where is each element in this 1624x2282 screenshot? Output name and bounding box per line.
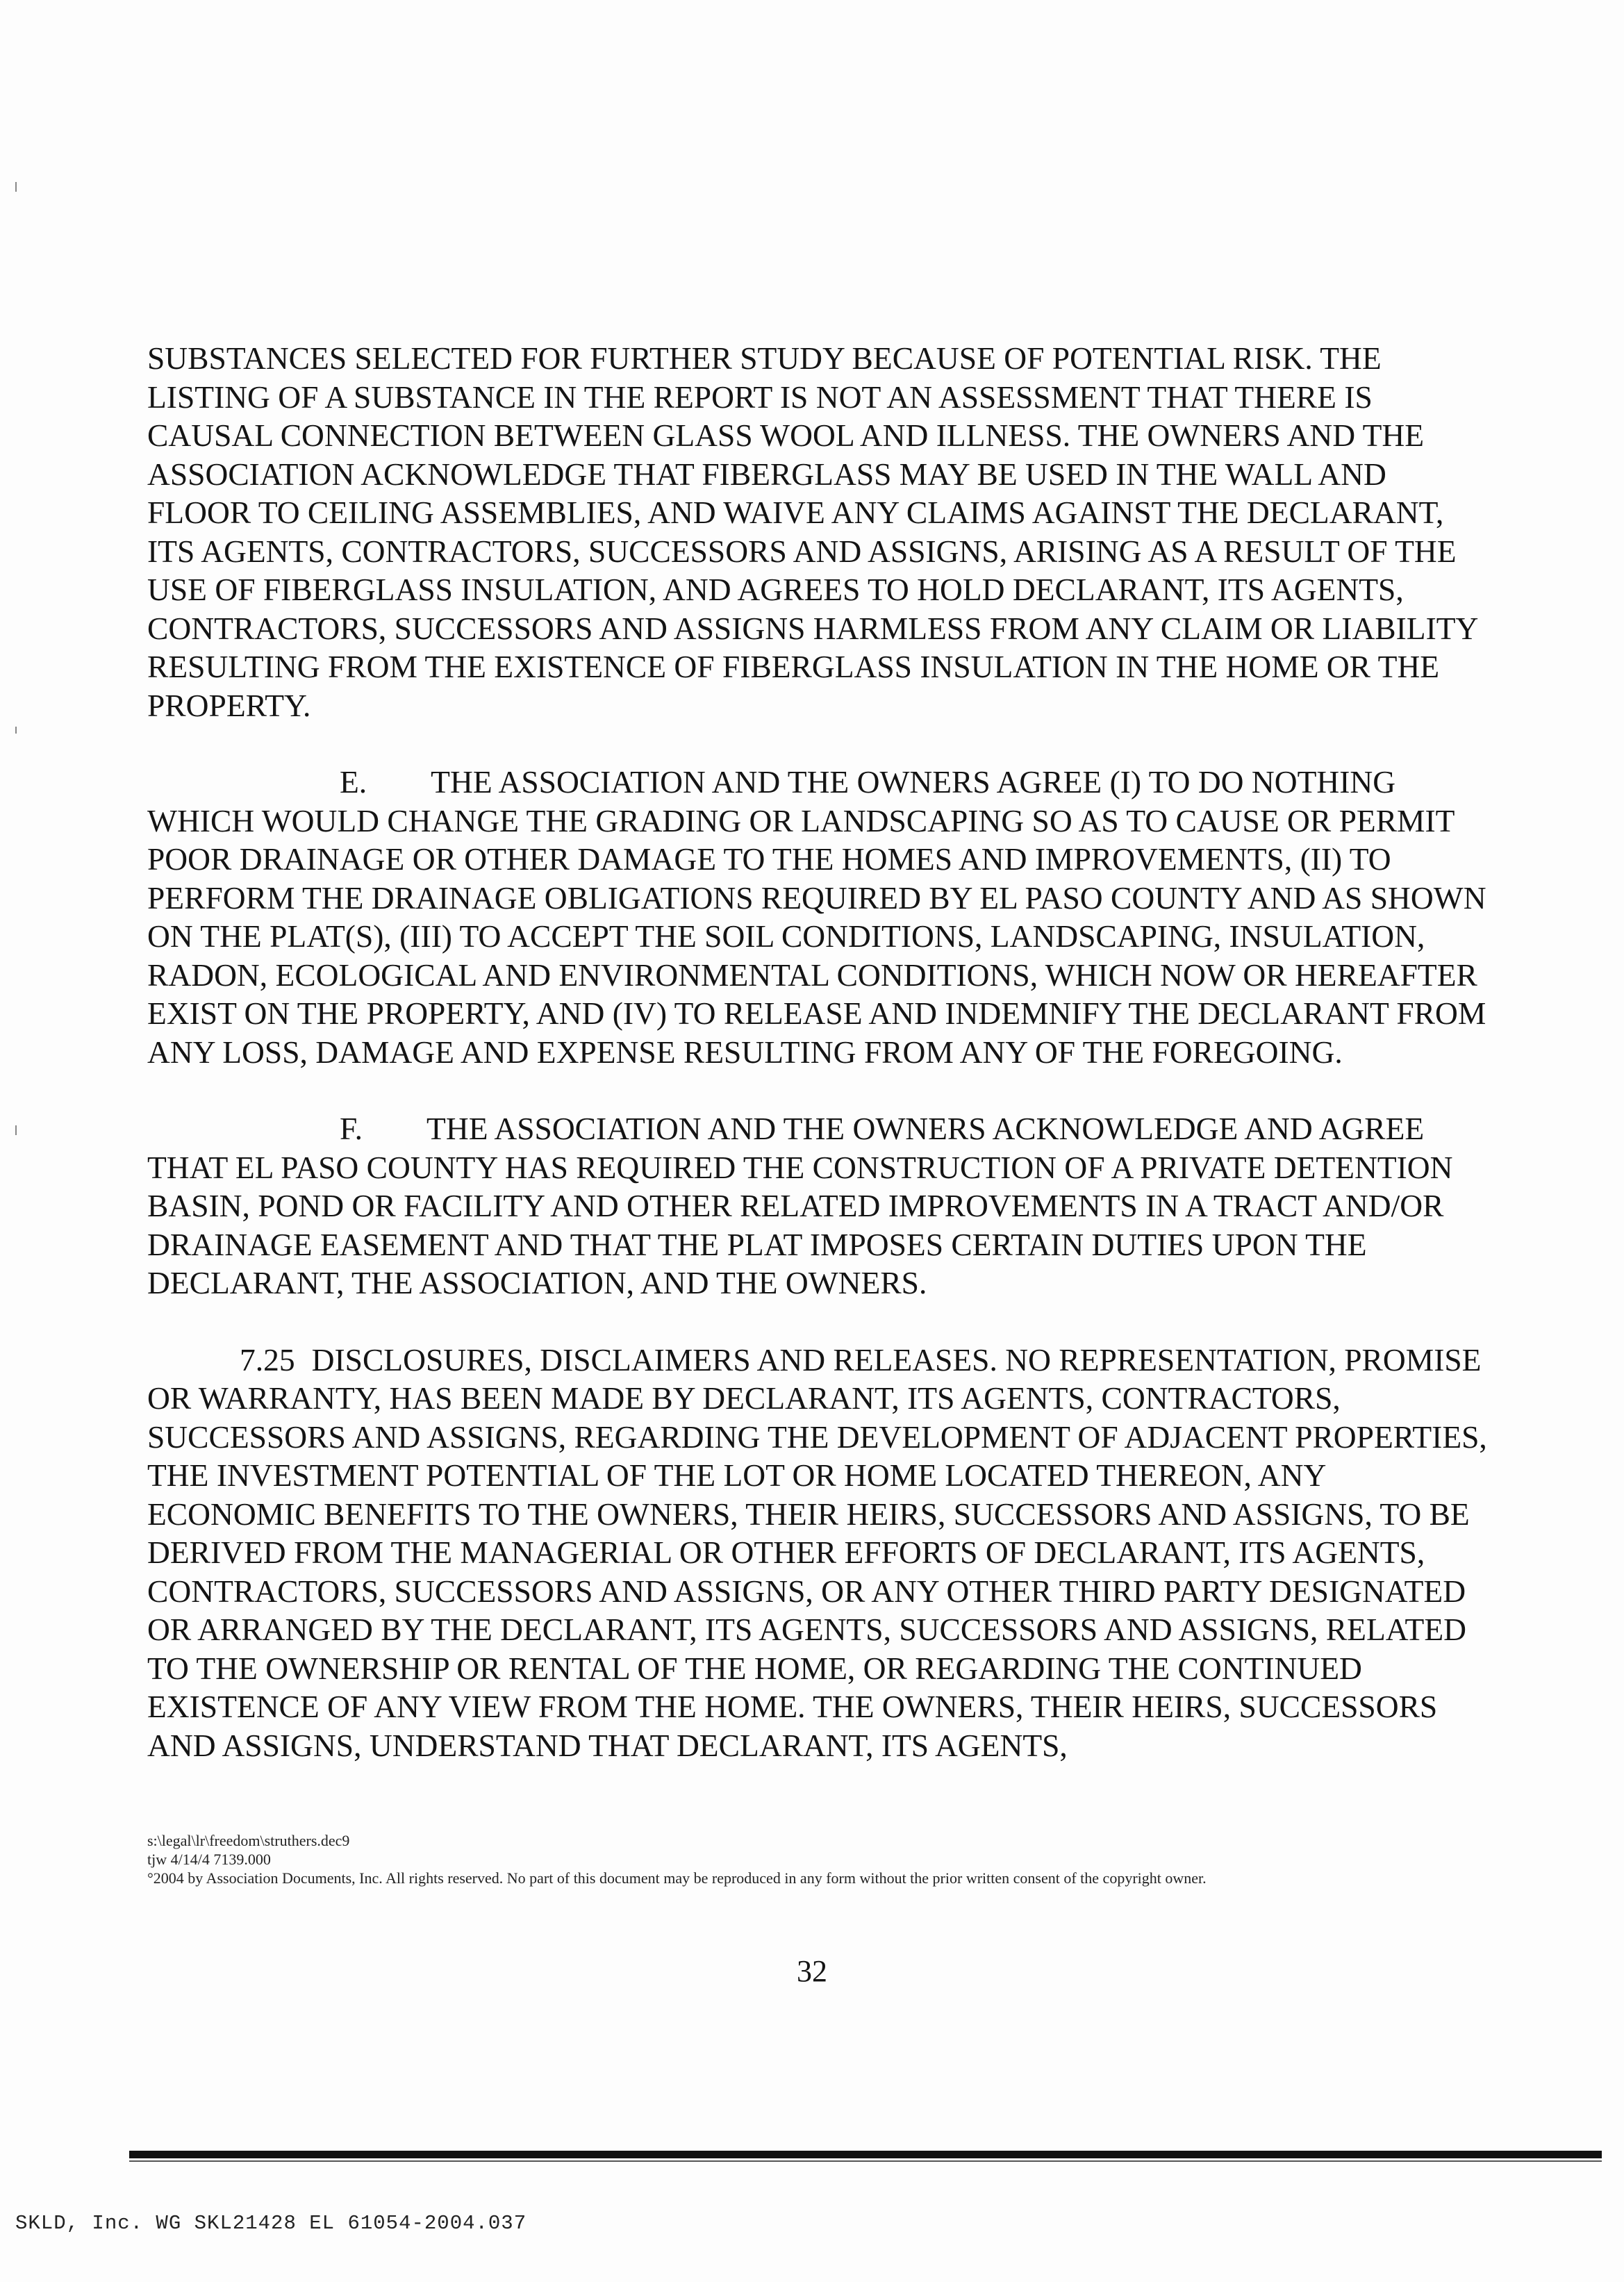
paragraph-e: [147, 763, 1488, 1071]
paragraph-d-continued: SUBSTANCES SELECTED FOR FURTHER STUDY BECAUSE OF POTENTIAL RISK. THE LISTING OF A SUBSTANCE IN THE REPORT IS NOT AN ASSESSMENT THAT THERE IS CAUSAL CONNECTION BETWEEN GLASS WOOL AND ILLNESS. THE OWNERS AND THE ASSOCIATION ACKNOWLEDGE THAT FIBERGLASS MAY BE USED IN THE WALL AND FLOOR TO CEILING ASSEMBLIES, AND WAIVE ANY CLAIMS AGAINST THE DECLARANT, ITS AGENTS, CONTRACTORS, SUCCESSORS AND ASSIGNS, ARISING AS A RESULT OF THE USE OF FIBERGLASS INSULATION, AND AGREES TO HOLD DECLARANT, ITS AGENTS, CONTRACTORS, SUCCESSORS AND ASSIGNS HARMLESS FROM ANY CLAIM OR LIABILITY RESULTING FROM THE EXISTENCE OF FIBERGLASS INSULATION IN THE HOME OR THE PROPERTY.: [147, 340, 1477, 723]
section-7-25-text: DISCLOSURES, DISCLAIMERS AND RELEASES. NO REPRESENTATION, PROMISE OR WARRANTY, HAS BEEN MADE BY DECLARANT, ITS AGENTS, CONTRACTORS, SUCCESSORS AND ASSIGNS, REGARDING THE DEVELOPMENT OF ADJACENT PROPERTIES, THE INVESTMENT POTENTIAL OF THE LOT OR HOME LOCATED THEREON, ANY ECONOMIC BENEFITS TO THE OWNERS, THEIR HEIRS, SUCCESSORS AND ASSIGNS, TO BE DERIVED FROM THE MANAGERIAL OR OTHER EFFORTS OF DECLARANT, ITS AGENTS, CONTRACTORS, SUCCESSORS AND ASSIGNS, OR ANY OTHER THIRD PARTY DESIGNATED OR ARRANGED BY THE DECLARANT, ITS AGENTS, SUCCESSORS AND ASSIGNS, RELATED TO THE OWNERSHIP OR RENTAL OF THE HOME, OR REGARDING THE CONTINUED EXISTENCE OF ANY VIEW FROM THE HOME. THE OWNERS, THEIR HEIRS, SUCCESSORS AND ASSIGNS, UNDERSTAND THAT DECLARANT, ITS AGENTS,: [147, 1341, 1487, 1763]
paragraph-e-label: E.: [340, 764, 367, 800]
paragraph-f-text: THE ASSOCIATION AND THE OWNERS ACKNOWLEDGE AND AGREE THAT EL PASO COUNTY HAS REQUIRED THE CONSTRUCTION OF A PRIVATE DETENTION BASIN, POND OR FACILITY AND OTHER RELATED IMPROVEMENTS IN A TRACT AND/OR DRAINAGE EASEMENT AND THAT THE PLAT IMPOSES CERTAIN DUTIES UPON THE DECLARANT, THE ASSOCIATION, AND THE OWNERS.: [147, 1111, 1453, 1300]
paragraph-f: [147, 1109, 1488, 1303]
printer-stamp: SKLD, Inc. WG SKL21428 EL 61054-2004.037: [15, 2212, 527, 2235]
paragraph-e-text: THE ASSOCIATION AND THE OWNERS AGREE (I) TO DO NOTHING WHICH WOULD CHANGE THE GRADING OR LANDSCAPING SO AS TO CAUSE OR PERMIT POOR DRAINAGE OR OTHER DAMAGE TO THE HOMES AND IMPROVEMENTS, (II) TO PERFORM THE DRAINAGE OBLIGATIONS REQUIRED BY EL PASO COUNTY AND AS SHOWN ON THE PLAT(S), (III) TO ACCEPT THE SOIL CONDITIONS, LANDSCAPING, INSULATION, RADON, ECOLOGICAL AND ENVIRONMENTAL CONDITIONS, WHICH NOW OR HEREAFTER EXIST ON THE PROPERTY, AND (IV) TO RELEASE AND INDEMNIFY THE DECLARANT FROM ANY LOSS, DAMAGE AND EXPENSE RESULTING FROM ANY OF THE FOREGOING.: [147, 764, 1486, 1070]
section-number: 7.25: [240, 1341, 295, 1378]
page-number: 32: [797, 1954, 827, 1988]
section-7-25: [147, 1341, 1488, 1765]
footer-rule-thin: [129, 2160, 1602, 2162]
copyright-notice: °2004 by Association Documents, Inc. All rights reserved. No part of this document may be reproduced in any form without the prior written consent of the copyright owner.: [147, 1869, 1207, 1887]
file-path: s:\legal\lr\freedom\struthers.dec9: [147, 1832, 350, 1849]
footer-notes: [147, 1831, 1467, 1887]
initials-date: tjw 4/14/4 7139.000: [147, 1851, 271, 1868]
document-body: [147, 339, 1488, 1764]
paragraph-f-label: F.: [340, 1111, 363, 1146]
footer-rule: [129, 2151, 1602, 2158]
